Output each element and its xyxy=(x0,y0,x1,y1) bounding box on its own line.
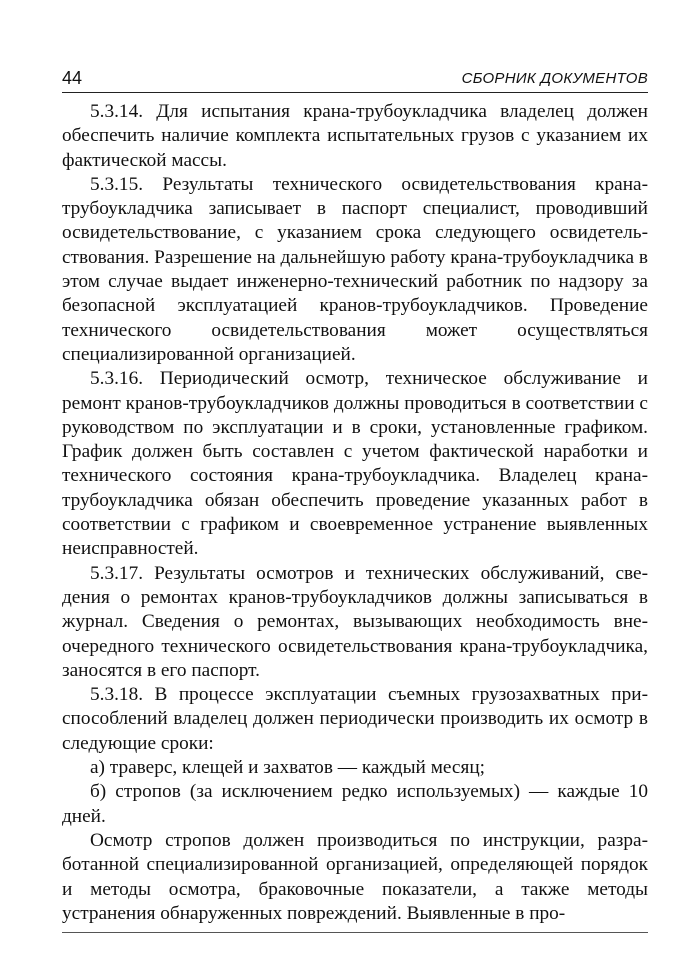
running-title: СБОРНИК ДОКУМЕНТОВ xyxy=(461,70,648,87)
paragraph-5-3-16: 5.3.16. Периодический осмотр, техническое обслуживание и ремонт кранов-трубоукладчиков должны проводиться в соответствии с руководством по эксплуатации и в сроки, установленные графиком. График должен быть составлен с учетом фактической наработки и технического состояния крана-трубоукладчика. Владелец крана-трубоукладчика обязан обеспечить проведение указанных работ в соответствии с графиком и своевременное устранение выявленных неисправностей. xyxy=(62,368,648,560)
bottom-rule xyxy=(62,932,648,933)
paragraph-5-3-17: 5.3.17. Результаты осмотров и технических обслуживаний, сведения о ремонтах кранов-трубоукладчиков должны записываться в журнал. Сведения о ремонтах, вызывающих необходимость внеочередного технического освидетельствования крана-трубоукладчика, заносятся в его паспорт. xyxy=(62,562,648,681)
list-item-b: б) стропов (за исключением редко используемых) — каждые 10 дней. xyxy=(62,781,648,827)
paragraph-5-3-14: 5.3.14. Для испытания крана-трубоукладчика владелец должен обеспечить наличие комплекта испытательных грузов с указанием их фактической массы. xyxy=(62,101,648,171)
paragraph-5-3-18: 5.3.18. В процессе эксплуатации съемных грузозахватных приспособлений владелец должен периодически производить их осмотр в следующие сроки: xyxy=(62,684,648,754)
page-header xyxy=(62,66,648,93)
page-number: 44 xyxy=(62,68,83,88)
paragraph-5-3-15: 5.3.15. Результаты технического освидетельствования крана-трубоукладчика записывает в паспорт специалист, проводивший освидетельствование, с указанием срока следующего освидетельствования. Разрешение на дальнейшую работу крана-трубоукладчика в этом случае выдает инженерно-технический работник по надзору за безопасной эксплуатацией кранов-трубоукладчиков. Проведение технического освидетельствования может осуществляться специализированной организацией. xyxy=(62,173,648,365)
paragraph-sling-inspection: Осмотр стропов должен производиться по инструкции, разработанной специализированной организацией, определяющей порядок и методы осмотра, браковочные показатели, а также методы устранения обнаруженных повреждений. Выявленные в про- xyxy=(62,829,648,924)
body-text xyxy=(62,100,648,926)
list-item-a: а) траверс, клещей и захватов — каждый месяц; xyxy=(90,757,486,779)
